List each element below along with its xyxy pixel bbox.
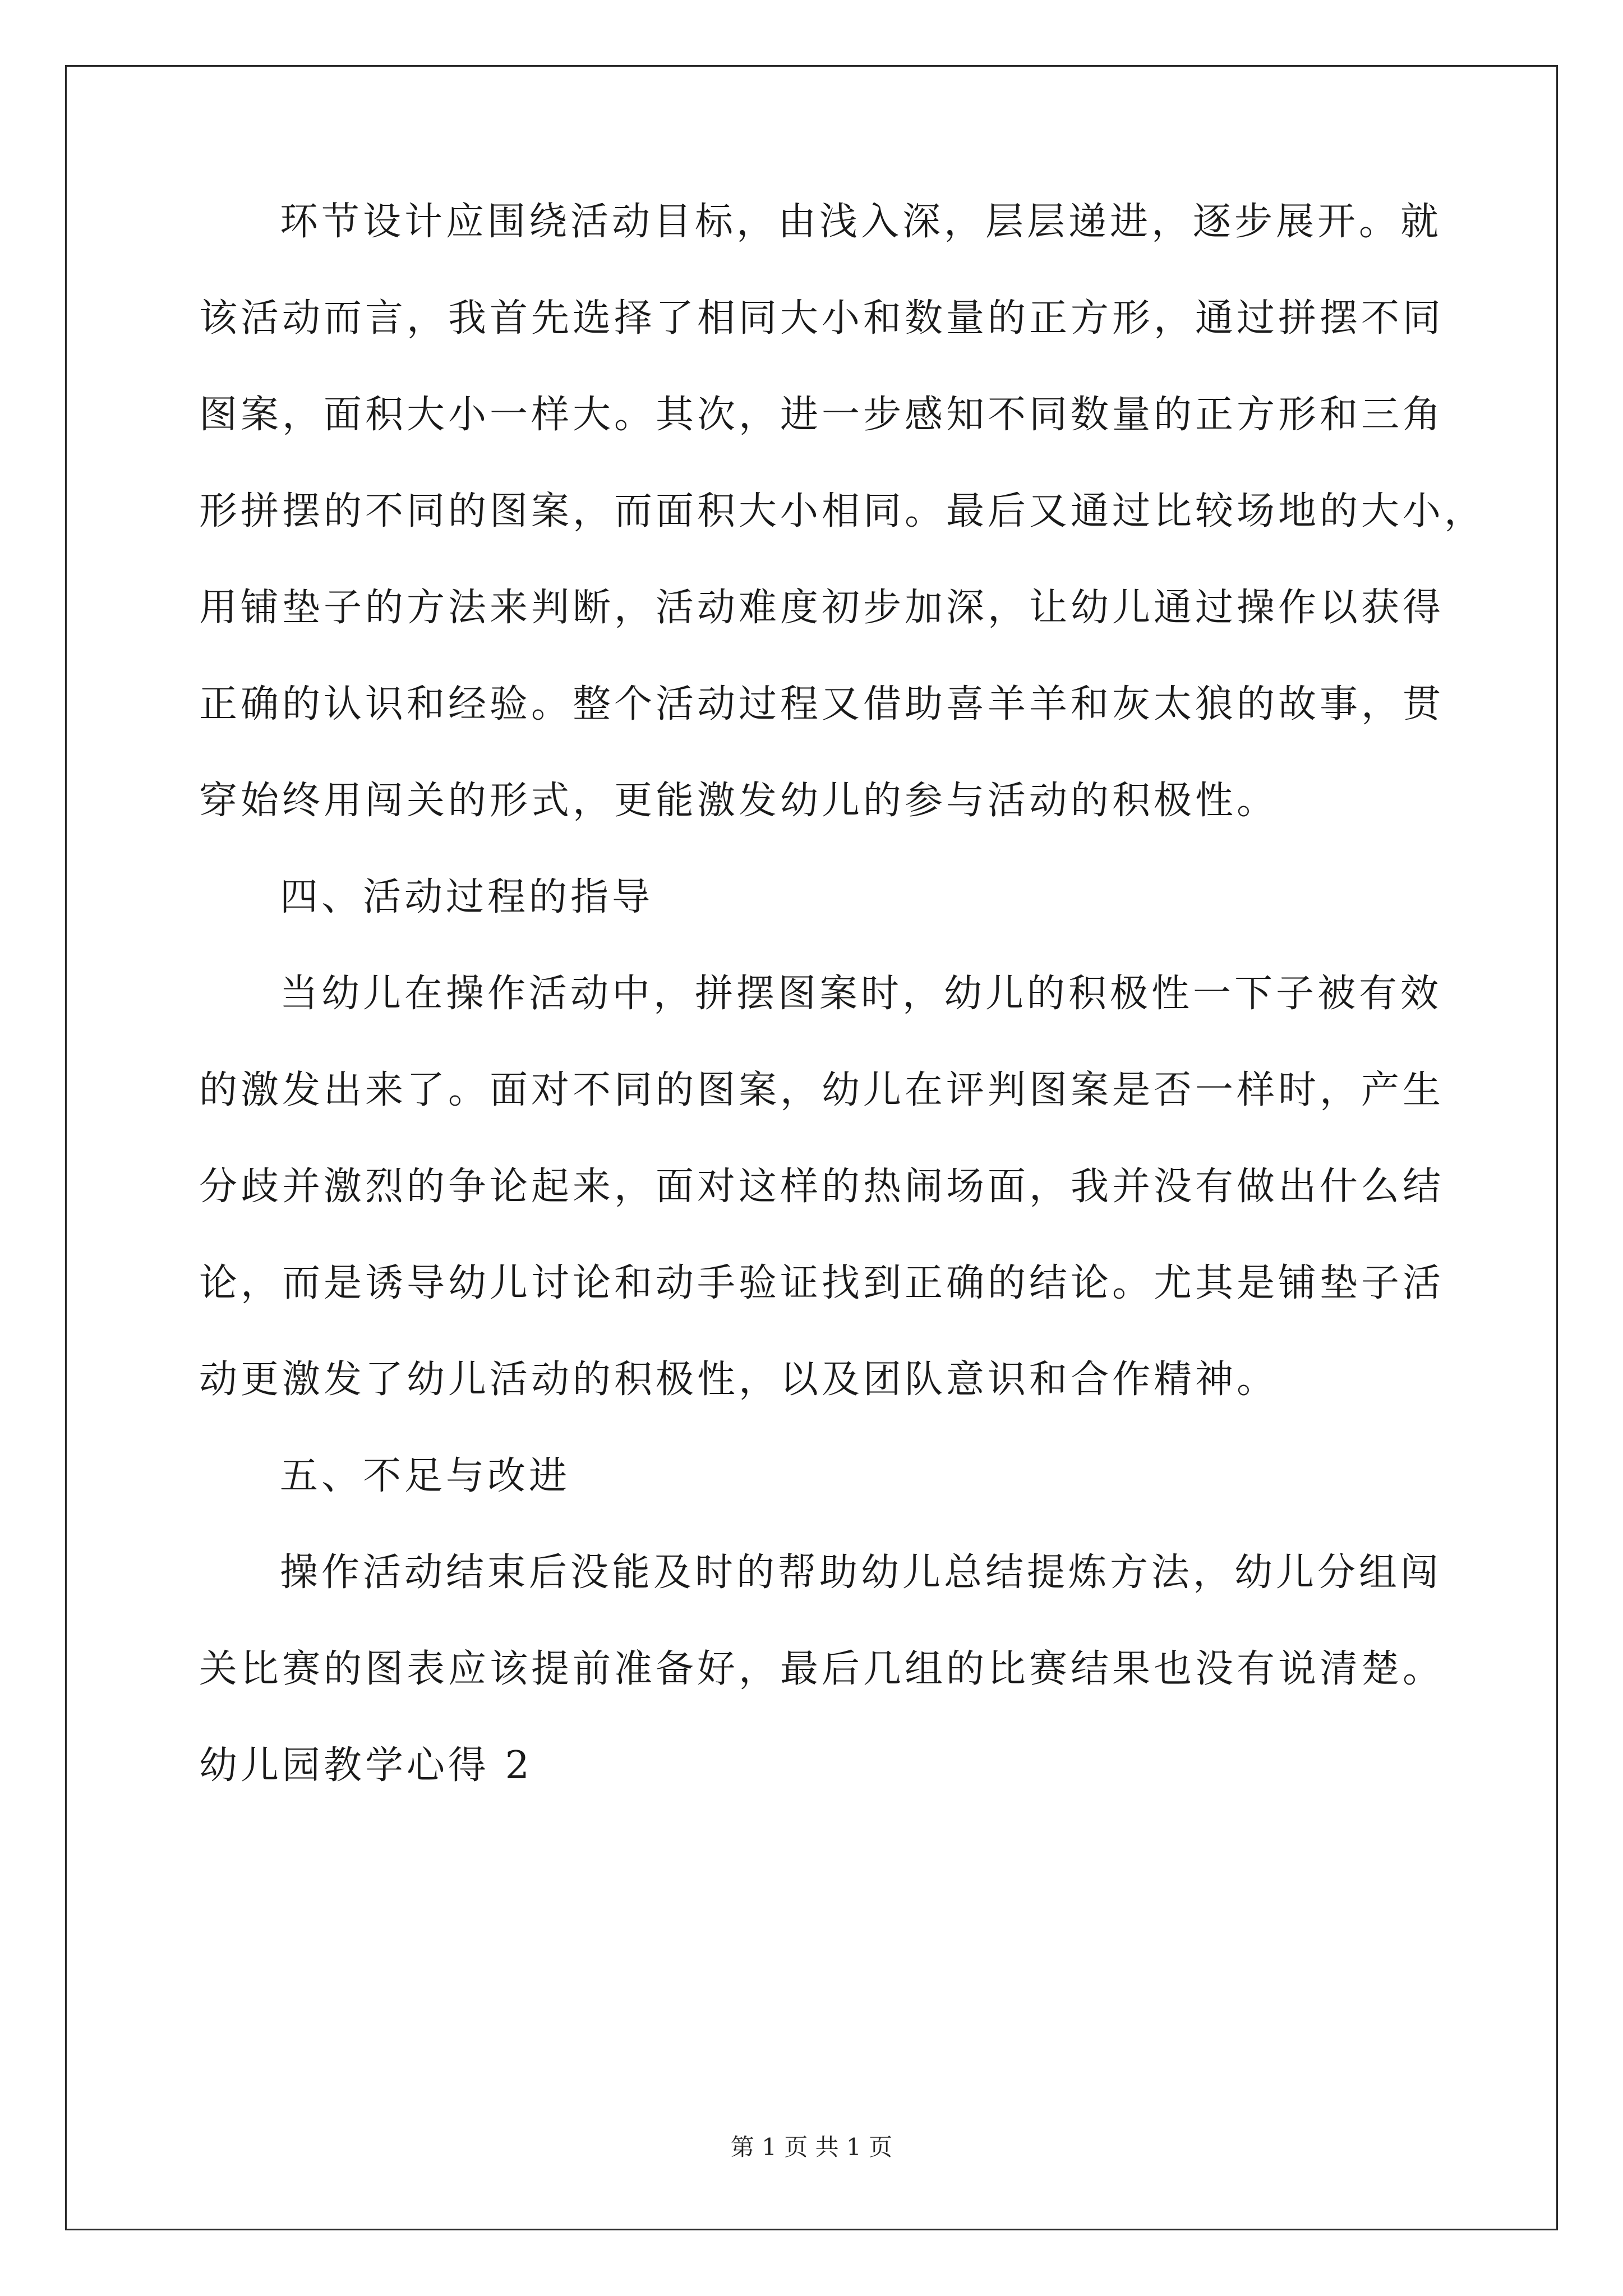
- document-body: [199, 200, 1486, 1843]
- section-heading: 四、活动过程的指导: [280, 875, 654, 919]
- paragraph-line: 关比赛的图表应该提前准备好，最后几组的比赛结果也没有说清楚。: [199, 1647, 1445, 1691]
- paragraph-line: 动更激发了幼儿活动的积极性，以及团队意识和合作精神。: [199, 1358, 1279, 1402]
- section-heading: 五、不足与改进: [280, 1454, 571, 1498]
- paragraph-line: 当幼儿在操作活动中，拼摆图案时，幼儿的积极性一下子被有效: [280, 972, 1442, 1016]
- paragraph-line: 的激发出来了。面对不同的图案，幼儿在评判图案是否一样时，产生: [199, 1068, 1445, 1112]
- paragraph-line: 正确的认识和经验。整个活动过程又借助喜羊羊和灰太狼的故事，贯: [199, 682, 1445, 726]
- paragraph-line: 图案，面积大小一样大。其次，进一步感知不同数量的正方形和三角: [199, 393, 1445, 437]
- paragraph-line: 穿始终用闯关的形式，更能激发幼儿的参与活动的积极性。: [199, 779, 1279, 823]
- paragraph-line: 论，而是诱导幼儿讨论和动手验证找到正确的结论。尤其是铺垫子活: [199, 1261, 1445, 1305]
- paragraph-line: 分歧并激烈的争论起来，面对这样的热闹场面，我并没有做出什么结: [199, 1165, 1445, 1209]
- paragraph-line: 该活动而言，我首先选择了相同大小和数量的正方形，通过拼摆不同: [199, 296, 1445, 341]
- paragraph-line: 操作活动结束后没能及时的帮助幼儿总结提炼方法，幼儿分组闯: [280, 1550, 1442, 1595]
- page-footer: 第 1 页 共 1 页: [730, 2133, 893, 2161]
- document-title: 幼儿园教学心得 2: [199, 1743, 533, 1788]
- paragraph-line: 形拼摆的不同的图案，而面积大小相同。最后又通过比较场地的大小，: [199, 489, 1486, 533]
- paragraph-line: 环节设计应围绕活动目标，由浅入深，层层递进，逐步展开。就: [280, 200, 1442, 244]
- paragraph-line: 用铺垫子的方法来判断，活动难度初步加深，让幼儿通过操作以获得: [199, 586, 1445, 630]
